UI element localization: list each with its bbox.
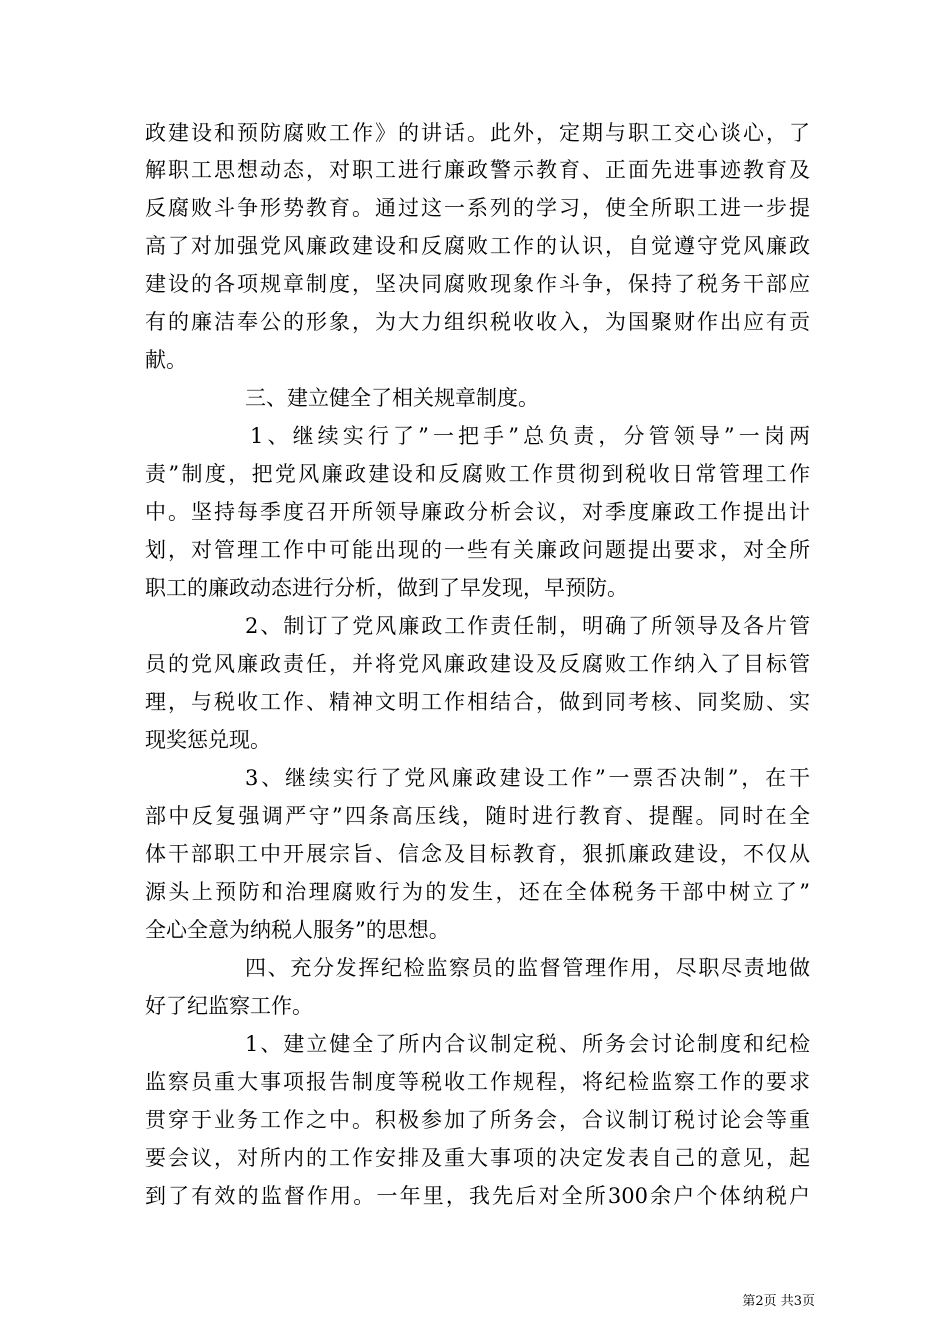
section-heading-4: 四、充分发挥纪检监察员的监督管理作用，尽职尽责地做 xyxy=(245,956,810,980)
text-line: 有的廉洁奉公的形象，为大力组织税收收入，为国聚财作出应有贡 xyxy=(145,310,810,334)
text-line: 全心全意为纳税人服务”的思想。 xyxy=(145,918,450,942)
text-line: 现奖惩兑现。 xyxy=(145,728,271,752)
text-line: 建设的各项规章制度，坚决同腐败现象作斗争，保持了税务干部应 xyxy=(145,272,810,296)
text-line: 部中反复强调严守”四条高压线，随时进行教育、提醒。同时在全 xyxy=(145,804,810,828)
text-line: 划，对管理工作中可能出现的一些有关廉政问题提出要求，对全所 xyxy=(145,538,810,562)
text-line: 要会议，对所内的工作安排及重大事项的决定发表自己的意见，起 xyxy=(145,1146,810,1170)
text-line: 好了纪监察工作。 xyxy=(145,994,313,1018)
text-line: 高了对加强党风廉政建设和反腐败工作的认识，自觉遵守党风廉政 xyxy=(145,234,810,258)
text-line: 1、建立健全了所内合议制定税、所务会讨论制度和纪检 xyxy=(245,1032,810,1056)
text-line: 贯穿于业务工作之中。积极参加了所务会，合议制订税讨论会等重 xyxy=(145,1108,810,1132)
text-line: 理，与税收工作、精神文明工作相结合，做到同考核、同奖励、实 xyxy=(145,690,810,714)
text-line: 源头上预防和治理腐败行为的发生，还在全体税务干部中树立了” xyxy=(145,880,810,904)
text-line: 中。坚持每季度召开所领导廉政分析会议，对季度廉政工作提出计 xyxy=(145,500,810,524)
text-line: 2、制订了党风廉政工作责任制，明确了所领导及各片管 xyxy=(245,614,810,638)
text-line: 职工的廉政动态进行分析，做到了早发现，早预防。 xyxy=(145,576,628,600)
text-line: 责”制度，把党风廉政建设和反腐败工作贯彻到税收日常管理工作 xyxy=(145,462,810,486)
text-line: 员的党风廉政责任，并将党风廉政建设及反腐败工作纳入了目标管 xyxy=(145,652,810,676)
text-line: 1、继续实行了”一把手”总负责，分管领导”一岗两 xyxy=(250,424,810,448)
text-line: 献。 xyxy=(145,348,187,372)
page-number-footer: 第2页 共3页 xyxy=(742,1294,815,1309)
text-line: 到了有效的监督作用。一年里，我先后对全所300余户个体纳税户 xyxy=(145,1184,810,1208)
text-line: 反腐败斗争形势教育。通过这一系列的学习，使全所职工进一步提 xyxy=(145,196,810,220)
text-line: 政建设和预防腐败工作》的讲话。此外，定期与职工交心谈心，了 xyxy=(145,121,810,145)
text-line: 监察员重大事项报告制度等税收工作规程，将纪检监察工作的要求 xyxy=(145,1070,810,1094)
text-line: 3、继续实行了党风廉政建设工作”一票否决制”，在干 xyxy=(245,766,810,790)
text-line: 解职工思想动态，对职工进行廉政警示教育、正面先进事迹教育及 xyxy=(145,158,810,182)
text-line: 体干部职工中开展宗旨、信念及目标教育，狠抓廉政建设，不仅从 xyxy=(145,842,810,866)
section-heading-3: 三、建立健全了相关规章制度。 xyxy=(245,386,539,410)
